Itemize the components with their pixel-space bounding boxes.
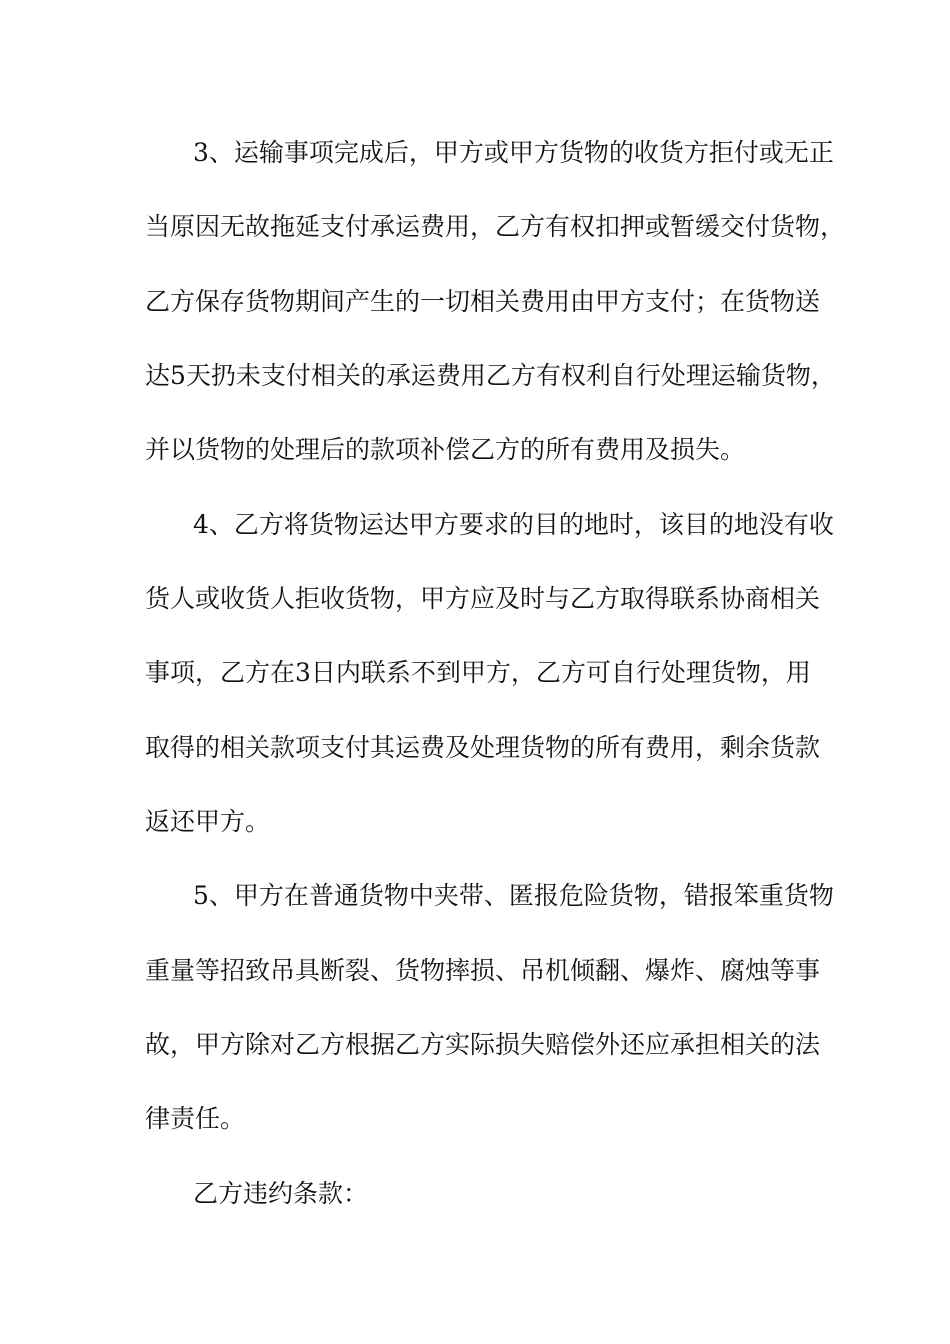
paragraph-3-line-1: 3、运输事项完成后，甲方或甲方货物的收货方拒付或无正 [193, 138, 834, 167]
paragraph-4-line-5: 返还甲方。 [145, 807, 271, 836]
paragraph-4-line-1: 4、乙方将货物运达甲方要求的目的地时，该目的地没有收 [193, 510, 834, 539]
paragraph-3-line-4: 达5天扔未支付相关的承运费用乙方有权利自行处理运输货物， [145, 361, 836, 390]
paragraph-5-line-2: 重量等招致吊具断裂、货物摔损、吊机倾翻、爆炸、腐烛等事 [145, 956, 821, 985]
paragraph-5-line-1: 5、甲方在普通货物中夹带、匿报危险货物，错报笨重货物 [193, 881, 834, 910]
paragraph-3-line-3: 乙方保存货物期间产生的一切相关费用由甲方支付；在货物送 [145, 287, 821, 316]
paragraph-5-line-3: 故，甲方除对乙方根据乙方实际损失赔偿外还应承担相关的法 [145, 1030, 821, 1059]
section-heading: 乙方违约条款： [193, 1179, 369, 1208]
paragraph-5-line-4: 律责任。 [145, 1104, 246, 1133]
paragraph-4-line-4: 取得的相关款项支付其运费及处理货物的所有费用，剩余货款 [145, 733, 821, 762]
paragraph-3-line-5: 并以货物的处理后的款项补偿乙方的所有费用及损失。 [145, 435, 746, 464]
paragraph-4-line-3: 事项，乙方在3日内联系不到甲方，乙方可自行处理货物，用 [145, 658, 811, 687]
paragraph-4-line-2: 货人或收货人拒收货物，甲方应及时与乙方取得联系协商相关 [145, 584, 821, 613]
paragraph-3-line-2: 当原因无故拖延支付承运费用，乙方有权扣押或暂缓交付货物， [145, 212, 846, 241]
